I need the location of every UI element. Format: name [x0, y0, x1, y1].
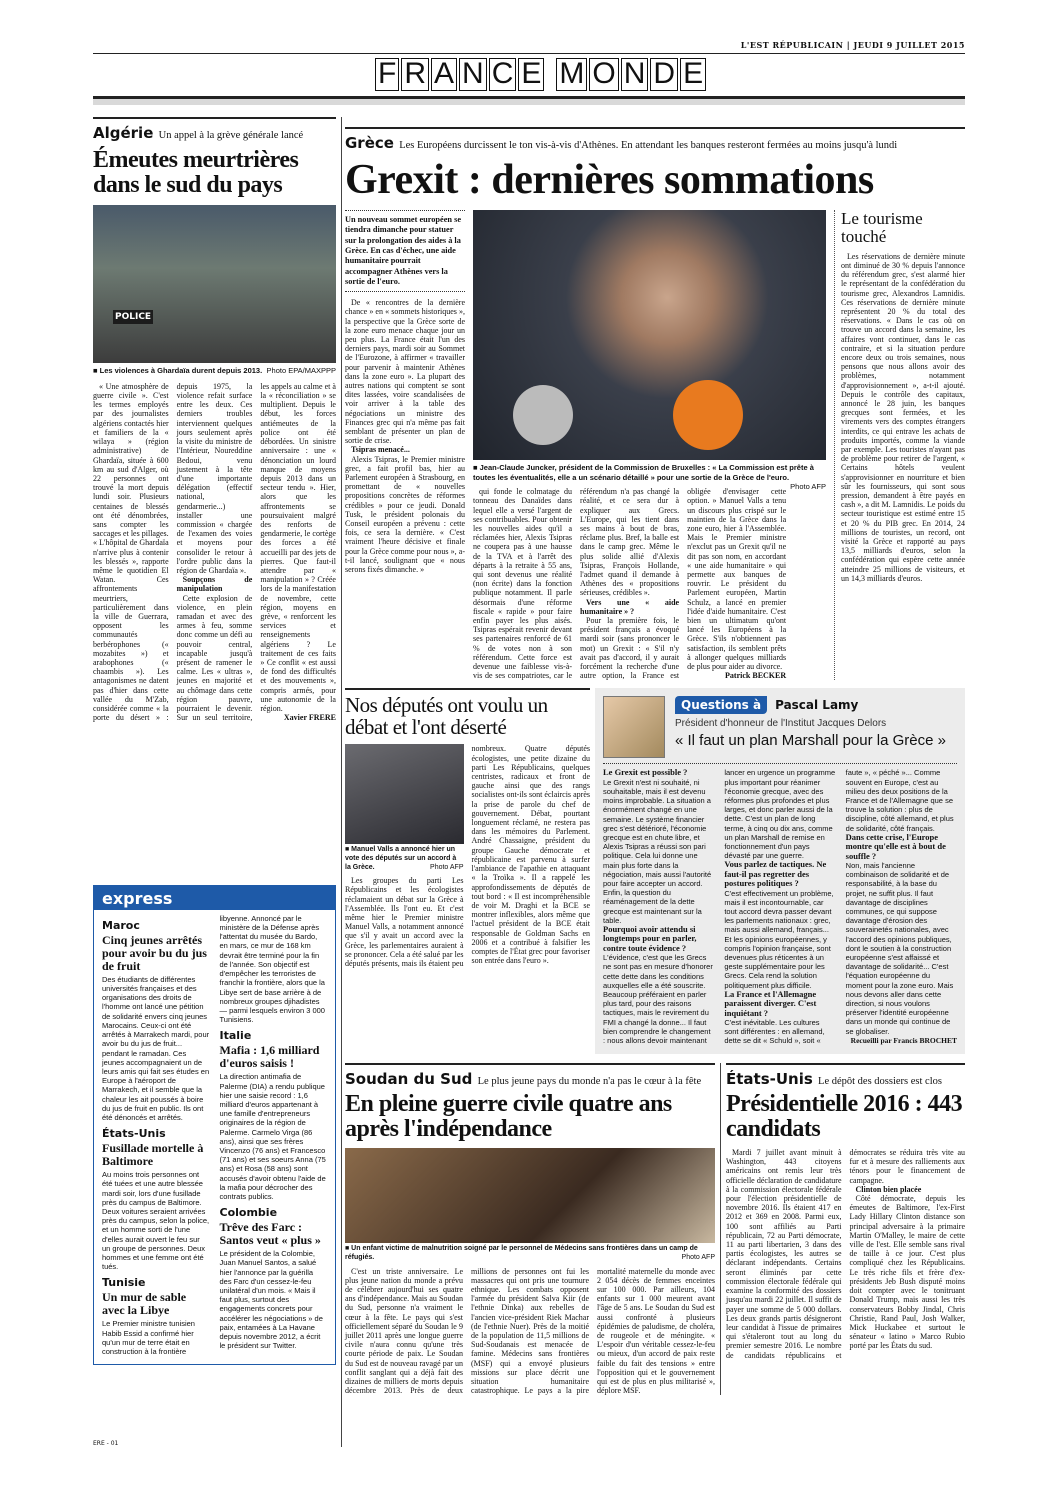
rubric-letter: O [589, 58, 618, 91]
interviewee-name: Pascal Lamy [775, 698, 859, 713]
photo-credit: Photo EPA/MAXPPP [266, 366, 336, 376]
article-subhead: Tsipras menacé... [351, 445, 410, 455]
questions-badge: Questions à [675, 696, 767, 714]
photo-credit: Photo AFP [790, 482, 826, 492]
usa-headline: Présidentielle 2016 : 443 candidats [726, 1090, 963, 1142]
interview-answer: C'est effectivement un problème, mais il est incontournable, car tout accord devra passer devant les parlements nationaux : grec, mais aussi allemand, français... Et les opinions européennes, y compris l'opinion française, sont devenues plus réticentes à un geste supplémentaire pour les Grecs. Cela rend la solution politiquement plus difficile. [724, 888, 834, 990]
grece-article-cols [473, 487, 786, 680]
express-text: Au moins trois personnes ont été tuées et une autre blessée mardi soir, lors d'une fusillade près du campus de Baltimore. Deux voitures seraient arrivées près du campus, selon la police, et un homme sorti de l'une d'elles aurait ouvert le feu sur un groupe de personnes. Deux hommes et une femme ont été tués. [102, 1170, 210, 1272]
rubric-letter: M [556, 58, 587, 91]
rubric-gap [546, 58, 554, 91]
article-paragraph: C'est un triste anniversaire. Le plus jeune nation du monde a prévu de célébrer aujourd'hui ses quatre ans d'indépendance. Mais au Soudan du Sud, personne n'a vraiment le cœur à la fête. Le pays qui s'est officiellement séparé du Soudan le 9 juillet 2011 après une longue guerre civile n'aura connu qu'une très courte période de paix. Le Soudan du Sud est de nouveau ravagé par un conflit sanglant qui a déjà fait des dizaines de milliers de morts depuis décembre 2013. Près de deux millions de personnes ont fui les massacres qui ont pris une tournure ethnique. Les combats opposent l'armée du président Salva Kiir (de l'ethnie Dinka) aux rebelles de l'ancien vice-président Riek Machar (de l'ethnie Nuer). Près de la moitié de la population de 11,5 millions de Sud-Soudanais est menacée de famine. Médecins sans frontières (MSF) qui a envoyé plusieurs missions sur place décrit une situation humanitaire catastrophique. Le pays a la pire mortalité maternelle du monde avec 2 054 décès de femmes enceintes sur 100 000. Par ailleurs, 104 enfants sur 1 000 meurent avant l'âge de 5 ans. Le Soudan du Sud est aussi confronté à plusieurs épidémies de paludisme, de choléra, de rougeole et de méningite. « L'espoir d'un véritable cessez-le-feu ou mieux, d'un accord de paix reste faible du fait des tensions » entre l'opposition qui et le gouvernement qui est de plus en plus militarisé », déplore MSF. [345, 1266, 715, 1396]
rubric-letter: E [518, 58, 544, 91]
interview-answer: Le Grexit n'est ni souhaité, ni souhaitable, mais il est devenu moins improbable. La situation a énormément changé en une semaine. Le système financier grec s'est détérioré, l'économie grecque est en chute libre, et Alexis Tsipras a réussi son pari politique. Cela lui donne une main plus forte dans la négociation, mais aussi l'autorité pour faire accepter un accord. Enfin, la question du réaménagement de la dette grecque est maintenant sur la table. [603, 777, 712, 925]
express-headline: Fusillade mortelle à Baltimore [102, 1141, 204, 1169]
kicker-subtitle: Un appel à la grève générale lancé [158, 130, 304, 141]
express-text: Le Premier ministre tunisien Habib Essid a confirmé hier qu'un mur de terre était en construction à la frontière libyenne. Annoncé par le ministère de la Défense après l'attentat du musée du Bardo, en mars, ce mur de 168 km devrait être terminé pour la fin de l'année. Son objectif est d'empêcher les terroristes de franchir la frontière, alors que la Libye sert de base arrière à de nombreux groupes djihadistes — parmi lesquels environ 3 000 Tunisiens. [102, 913, 325, 1356]
photo-credit: Photo AFP [681, 1253, 715, 1261]
tourism-article-body [841, 252, 965, 583]
caption-text: ■ Jean-Claude Juncker, président de la Commission de Bruxelles : « La Commission est prête à toutes les éventualités, elle a un scénario détaillé » pour une sortie de la Grèce de l'euro. [473, 463, 814, 482]
article-subhead: Vers une « aide humanitaire » ? [580, 597, 680, 616]
article-paragraph: Côté démocrate, depuis les émeutes de Baltimore, l'ex-First Lady Hillary Clinton distance son principal adversaire à la primaire Martin O'Malley, le maire de cette ville de l'est. Elle semble sans rival de taille à ce jour. C'est plus compliqué chez les Républicains. Le très riche fils et frère d'ex-présidents Jeb Bush disputé moins doit compter avec le tonitruant Donald Trump, mais aussi les très conservateurs Bobby Jindal, Chris Christie, Rand Paul, Josh Walker, Mick Huckabee et surtout le sénateur « latino » Marco Rubio porté par les États du sud. [849, 1194, 965, 1351]
deputes-article-body [345, 744, 590, 968]
deputes-photo-block [345, 744, 464, 872]
soudan-kicker [345, 1070, 715, 1088]
kicker-label: États-Unis [726, 1069, 813, 1088]
express-item [102, 919, 210, 1122]
interview-question: Vous parlez de tactiques. Ne faut-il pas regretter des postures politiques ? [724, 859, 827, 889]
rubric-letter: R [401, 58, 429, 91]
grece-row [345, 210, 965, 680]
interview-answer: C'est inévitable. Les cultures sont différentes : en allemand, dette se dit « Schuld », soit « faute », « péché »... Comme souvent en Europe, c'est au milieu des deux positions de la France et de l'Allemagne que se trouve la solution : plus de discipline, côté allemand, et plus de solidarité, côté français. [724, 768, 954, 1046]
express-item [220, 1029, 328, 1201]
express-country: Maroc [102, 918, 140, 932]
article-subhead: Clinton bien placée [855, 1184, 922, 1194]
interview-question: Pourquoi avoir attendu si longtemps pour en parler, contre toute évidence ? [603, 924, 697, 953]
rubric-letter: E [680, 58, 706, 91]
interview-question: La France et l'Allemagne paraissent diverger. C'est inquiétant ? [724, 988, 817, 1018]
article-paragraph: Les groupes du parti Les Républicains et les écologistes réclamaient un débat sur la Grèce à l'Assemblée. Ils l'ont eu. Et c'est même hier le Premier ministre Manuel Valls, a notamment annoncé que s'il y avait un accord avec la Grèce, les parlementaires auraient à se prononcer. Cela a été salué par les députés présents, mais ils étaient peu nombreux. Quatre députés écologistes, une petite dizaine du parti Les Républicains, quelques centristes, radicaux et front de gauche ainsi que des rangs socialistes ont-ils sont éclaircis après la prise de parole du chef de gouvernement. Débat, pourtant longuement réclamé, ne restera pas dans les mémoires du Parlement. André Chassaigne, président du groupe Gauche démocrate et républicaine est parvenu à surfer l'ambiance de l'apathie en attaquant « la Troïka ». Il a rappelé les approfondissements de députés de tout bord : « Il est incompréhensible de voir M. Draghi et la BCE se montrer inflexibles, alors même que l'actuel président de la BCE était responsable de Goldman Sachs en 2006 et a contribué à falsifier les comptes de l'État grec pour favoriser son entrée dans l'euro ». [345, 744, 590, 969]
grece-headline: Grexit : dernières sommations [345, 157, 874, 203]
interview-quote: « Il faut un plan Marshall pour la Grèce » [675, 732, 946, 750]
photo-police-label: POLICE [115, 312, 152, 323]
header-band [93, 99, 965, 105]
express-item [102, 1127, 210, 1271]
usa-article [720, 1063, 965, 1396]
article-paragraph: Pour la première fois, le président français a évoqué mardi soir (sans prononcer le mot) un Grexit : « S'il n'y avait pas d'accord, il y aurait forcément la recherche d'une autre option, la France est obligée d'envisager cette option. » Manuel Valls a tenu un discours plus crispé sur le maintien de la Grèce dans la zone euro, hier à l'Assemblée. Mais le Premier ministre n'exclut pas un Grexit qu'il ne dit pas son nom, en accordant « une aide humanitaire » qui permette aux banques de rouvrir. Le président du Parlement européen, Martin Schulz, a lancé en premier l'idée d'aide humanitaire. C'est bien un ultimatum qu'ont lancé les Européens à la Grèce. S'ils n'obtiennent pas satisfaction, ils semblent prêts à allonger quelques milliards de plus pour aider au divorce. [580, 487, 787, 681]
interview-question: Le Grexit est possible ? [603, 767, 688, 778]
express-box [93, 885, 336, 1365]
interviewee-role: Président d'honneur de l'Institut Jacques Delors [675, 718, 887, 730]
interview-header [603, 696, 957, 758]
express-headline: Cinq jeunes arrêtés pour avoir bu du jus de fruit [102, 932, 207, 973]
page-code: ERE - 01 [93, 1440, 119, 1447]
express-text: Le président de la Colombie, Juan Manuel Santos, a salué hier l'annonce par la guérilla des Farc d'un cessez-le-feu unilatéral d'un mois. « Mais il faut plus, surtout des engagements concrets pour accélérer les négociations » de paix, entamées à La Havane depuis novembre 2012, a écrit le président sur Twitter. [219, 1249, 323, 1351]
grece-main-col [473, 210, 826, 680]
interview-answer: Non, mais l'ancienne combinaison de solidarité et de responsabilité, à la base du projet, ne suffit plus. Il faut davantage de disciplines communes, ce qui suppose davantage d'érosion des souverainetés nationales, avec l'accord des opinions publiques, dont le soutien à la construction européenne s'est affaissé et davantage de solidarité... C'est l'équation européenne du moment pour la zone euro. Mais nous devons aller dans cette direction, si nous voulons préserver l'identité européenne dans un monde qui continue de se globaliser. [845, 861, 954, 1036]
grece-kicker [345, 134, 965, 152]
kicker-subtitle: Le dépôt des dossiers est clos [818, 1075, 942, 1087]
article-paragraph: De « rencontres de la dernière chance » en « sommets historiques », la perspective que la Grèce sorte de la zone euro menace chaque jour un peu plus. La France était l'un des derniers pays, mardi soir au Sommet de l'Eurozone, à affirmer « travailler pour parvenir à maintenir Athènes dans la zone euro ». La plupart des autres nations qui comptent se sont dites lassées, voire scandalisées de voir arriver à la table des négociations un ministre des Finances grec qui n'a même pas fait semblant de présenter un plan de sortie de crise. [345, 298, 465, 446]
express-title: express [94, 886, 335, 910]
divider [345, 127, 965, 129]
algerie-kicker [93, 124, 336, 142]
rubric-letter: A [431, 58, 457, 91]
interview-qa [603, 768, 957, 1045]
interview-answer: L'évidence, c'est que les Grecs ne sont pas en mesure d'honorer cette dette dans les conditions auxquelles elle a été souscrite. Beaucoup préféraient en parler plus tard, pour des raisons tactiques, mais le revirement du FMI a changé la donne... Il faut bien comprendre le changement : nous allons devoir maintenant lancer en urgence un programme plus important pour réanimer l'économie grecque, avec des réformes plus profondes et plus larges, et donc parler aussi de la dette. C'est un plan de long terme, à cinq ou dix ans, comme un plan Marshall de remise en fonctionnement d'un pays dévasté par une guerre. [603, 768, 836, 1046]
interview-box [595, 688, 965, 1053]
algerie-riot-photo [93, 205, 336, 363]
express-items [94, 910, 335, 1364]
soudan-article-body [345, 1267, 715, 1396]
grece-intro: Un nouveau sommet européen se tiendra dimanche pour statuer sur la prolongation des aides à la Grèce. En cas d'échec, une aide humanitaire pourrait accompagner Athènes vers la sortie de l'euro. [345, 210, 465, 292]
divider [603, 763, 957, 764]
algerie-headline: Émeutes meurtrières dans le sud du pays [93, 147, 299, 199]
caption-text: ■ Les violences à Ghardaïa durent depuis 2013. [93, 366, 263, 376]
usa-kicker [726, 1070, 965, 1088]
tourism-sidebar [834, 210, 965, 680]
deputes-headline: Nos députés ont voulu un débat et l'ont déserté [345, 693, 548, 740]
kicker-subtitle: Les Européens durcissent le ton vis-à-vis d'Athènes. En attendant les banques resteront fermées au moins jusqu'à lundi [399, 140, 898, 151]
express-text: La direction antimafia de Palerme (DIA) a rendu publique hier une saisie record : 1,6 milliard d'euros appartenant à une famille d'entrepreneurs originaires de la région de Palerme. Carmelo Virga (86 ans), ainsi que ses frères Vincenzo (76 ans) et Francesco (71 ans) et ses soeurs Anna (75 ans) et Rosa (58 ans) sont accusés d'avoir obtenu l'aide de la mafia pour décrocher des contrats publics. [219, 1072, 326, 1201]
algerie-photo-caption [93, 366, 336, 376]
divider [345, 688, 590, 690]
usa-article-body [726, 1148, 965, 1360]
soudan-headline: En pleine guerre civile quatre ans après l'indépendance [345, 1090, 672, 1142]
article-paragraph: Mardi 7 juillet avant minuit à Washington, 443 citoyens américains ont remis leur très officielle déclaration de candidature à la commission électorale fédérale pour l'élection présidentielle de novembre 2016. Ils étaient 417 en 2012 et 369 en 2008. Parmi eux, 100 sont affiliés au Parti républicain, 72 au Parti démocrate, 11 au parti libertarien, 3 dans des partis écologistes, les autres se déclarant indépendants. Certains seront éliminés par cette commission électorale fédérale qui examine la conformité des dossiers jusqu'au mardi 22 juillet. Il suffit de payer une somme de 5 000 dollars. Les deux grands partis désigneront leur candidat à l'issue de primaires qui s'étaleront tout au long du premier semestre 2016. Le nombre de candidats républicains et démocrates se réduira très vite au fur et à mesure des ralliements aux ténors pour le financement de campagne. [726, 1148, 965, 1360]
third-row [345, 1063, 965, 1396]
express-country: États-Unis [102, 1127, 166, 1141]
author-signature: Xavier FRERE [283, 713, 336, 723]
caption-text: ■ Un enfant victime de malnutrition soigné par le personnel de Médecins sans frontières dans un camp de réfugiés. [345, 1245, 698, 1261]
deputes-article [345, 688, 590, 968]
soudan-article [345, 1063, 715, 1396]
second-row [345, 688, 965, 1053]
rubric-letter: N [459, 58, 487, 91]
left-column [93, 117, 336, 1365]
interview-question: Dans cette crise, l'Europe montre qu'elle est à bout de souffle ? [845, 831, 946, 861]
microphone-icon [513, 385, 573, 445]
express-headline: Mafia : 1,6 milliard d'euros saisis ! [219, 1043, 320, 1071]
kicker-label: Algérie [93, 124, 154, 142]
soudan-photo-caption [345, 1245, 715, 1263]
rubric-letter: N [621, 58, 649, 91]
interview-heading [675, 696, 946, 758]
grece-photo-caption [473, 463, 826, 492]
divider [726, 1063, 965, 1065]
kicker-label: Soudan du Sud [345, 1069, 473, 1088]
valls-photo [345, 744, 464, 844]
soudan-child-photo [345, 1148, 715, 1243]
tourism-headline: Le tourisme touché [841, 209, 923, 246]
right-area [345, 127, 965, 1395]
column-divider [341, 117, 342, 1447]
article-paragraph: Alexis Tsipras, le Premier ministre grec, a fait profil bas, hier au Parlement européen à Strasbourg, en promettant de « nouvelles propositions concrètes de réformes crédibles » pour ce jeudi. Donald Tusk, le président polonais du Conseil européen a prévenu : cette fois, ce sera la dernière. « C'est vraiment l'heure décisive et finale pour la Grèce comme pour nous », a-t-il lancé, soulignant que « nous serons fixés dimanche. » [345, 454, 465, 575]
grece-col1 [345, 210, 465, 574]
kicker-label: Grèce [345, 134, 394, 152]
express-country: Colombie [219, 1206, 278, 1220]
pascal-lamy-portrait [603, 696, 665, 758]
express-item [220, 1206, 328, 1350]
article-paragraph: Cette explosion de violence, en plein ramadan et avec des armes à feu, somme donc comme un défi au pouvoir central, incapable jusqu'à présent de ramener le calme. Les « ultras », jeunes en majorité et au chômage dans cette région pauvre, pourraient le devenir. Sur un seul territoire, les appels au calme et à la « réconciliation » se multiplient. Depuis le début, les forces antiémeutes de la police ont été débordées. Un sinistre anniversaire : une « dénonciation un lourd manque de moyens depuis 2013 dans un secteur tendu ». Hier, alors que les affrontements se poursuivaient malgré des renforts de gendarmerie, le cortège des forces a été accueilli par des jets de pierres. Que faut-il attendre par « manipulation » ? Créée lors de la manifestation de novembre, cette région, moyens en grève, « renforcent les services et renseignements algériens ? Le traitement de ces faits » Ce conflit « est aussi de fond des difficultés et des mouvements », compris armés, pour une autonomie de la région. [176, 381, 336, 723]
divider [93, 117, 336, 119]
rubric-letter: C [489, 58, 517, 91]
caption-text: ■ Manuel Valls a annoncé hier un vote des députés sur un accord à la Grèce. [345, 846, 457, 871]
express-country: Italie [219, 1029, 252, 1043]
grece-article-col1 [345, 298, 465, 574]
deputes-photo-caption [345, 846, 464, 872]
express-headline: Un mur de sable avec la Libye [102, 1290, 187, 1318]
algerie-article-body [93, 382, 336, 877]
kicker-subtitle: Le plus jeune pays du monde n'a pas le cœur à la fête [477, 1075, 702, 1087]
article-paragraph: qui fonde le colmatage du tonneau des Danaïdes dans lequel elle a versé l'argent de ses contribuables. Pour obtenir les nouvelles aides qu'il a réclamées hier, Alexis Tsipras ne coupera pas à une hausse de la TVA et à l'arrêt des départs à la retraite à 55 ans, qui sont devenus une réalité (non écrite) dans la fonction publique notamment. Il parle désormais d'une réforme fiscale « rapide » pour faire enfin payer les plus aisés. Tsipras espérait revenir devant ses partenaires renforcé de 61 % de votes non à son référendum. Cette force est devenue une faiblesse vis-à-vis de ses compatriotes, car le référendum n'a pas changé la réalité, et ce sera dur à expliquer aux Grecs. L'Europe, qui les tient dans ses mains à bout de bras, réclame plus. Bref, la balle est dans le camp grec. Même le plus solide allié d'Alexis Tsipras, François Hollande, l'admet quand il demande à Athènes des « propositions sérieuses, crédibles ». [473, 487, 680, 681]
article-paragraph: « Une atmosphère de guerre civile ». C'est les termes employés par des journalistes algériens contactés hier et familiers de la « wilaya » (région administrative) de Ghardaïa, située à 600 km au sud d'Alger, où 22 personnes ont trouvé la mort depuis lundi soir. Plusieurs centaines de blessés ont été dénombrées, sans compter les saccages et les pillages. « L'hôpital de Ghardaïa n'arrive plus à contenir les blessés », rapporte même le quotidien El Watan. Ces affrontements meurtriers, particulièrement dans la ville de Guerrara, opposent les communautés berbérophones (« mozabites ») et arabophones (« chaambis »). Les antagonismes ne datent pas d'hier dans cette vallée du M'Zab, considérée comme « la porte du désert » : depuis 1975, la violence refait surface entre les deux. Ces derniers troubles interviennent quelques jours seulement après la visite du ministre de l'Intérieur, Noureddine Bedoui, venu justement à la tête d'une importante délégation (effectif national, gendarmerie...) installer une commission « chargée de l'examen des voies et moyens pour consolider le retour à l'ordre public dans la région de Ghardaïa ». [93, 381, 253, 723]
section-title-france-monde [375, 58, 706, 91]
article-paragraph: Les réservations de dernière minute ont diminué de 30 % depuis l'annonce du référendum grec, s'est alarmé hier le représentant de la confédération du tourisme grec, Alexandros Lamnidis. Ces réservations de dernière minute représentent 20 % du total des réservations. « Dans le cas où on trouve un accord dans la semaine, les affaires vont continuer, dans le cas contraire, et si la situation perdure encore deux ou trois semaines, nous pensons que nous allons avoir des problèmes, notamment d'approvisionnement », a-t-il ajouté. Depuis le contrôle des capitaux, annoncé le 28 juin, les banques grecques sont fermées, et les virements vers des comptes étrangers interdits, ce qui entrave les achats de produits importés, comme la viande par exemple. Les touristes n'ayant pas de problème pour retirer de l'argent, « Certains hôtels veulent s'approvisionner en nourriture et bien sûr les fournisseurs, qui sont sous pression, demandent à être payés en cash », a dit M. Lamnidis. Le poids du secteur touristique est estimé entre 15 et 20 % du PIB grec. En 2014, 24 millions de touristes, un record, ont visité la Grèce et rapporté au pays 13,5 milliards d'euros, selon la confédération qui espère cette année atteindre 25 millions de visiteurs, et un 14,3 milliards d'euros. [841, 251, 965, 583]
microphone-icon [673, 380, 743, 450]
rubric-letter: D [650, 58, 678, 91]
express-headline: Trêve des Farc : Santos veut « plus » [219, 1220, 321, 1248]
newspaper-date-line: L'EST RÉPUBLICAIN | JEUDI 9 JUILLET 2015 [93, 40, 965, 54]
author-signature: Recueilli par Francis BROCHET [850, 1035, 957, 1045]
divider [345, 1063, 715, 1065]
juncker-photo [473, 210, 826, 460]
article-subhead: Soupçons de manipulation [176, 575, 253, 594]
express-country: Tunisie [102, 1276, 146, 1290]
express-text: Des étudiants de différentes universités françaises et des organisations des droits de l'homme ont lancé une pétition de solidarité envers cinq jeunes Marocains. Ceux-ci ont été arrêtés à Marrakech mardi, pour avoir bu du jus de fruit... pendant le ramadan. Ces jeunes accompagnaient un de leurs amis qui fait ses études en Europe à l'aéroport de Marrakech, et il semble que la chaleur les ait poussés à boire du jus de fruit en public. Ils ont été dénoncés et arrêtés. [102, 974, 210, 1122]
photo-credit: Photo AFP [430, 863, 464, 871]
rubric-letter: F [375, 58, 399, 91]
author-signature: Patrick BECKER [725, 671, 787, 681]
